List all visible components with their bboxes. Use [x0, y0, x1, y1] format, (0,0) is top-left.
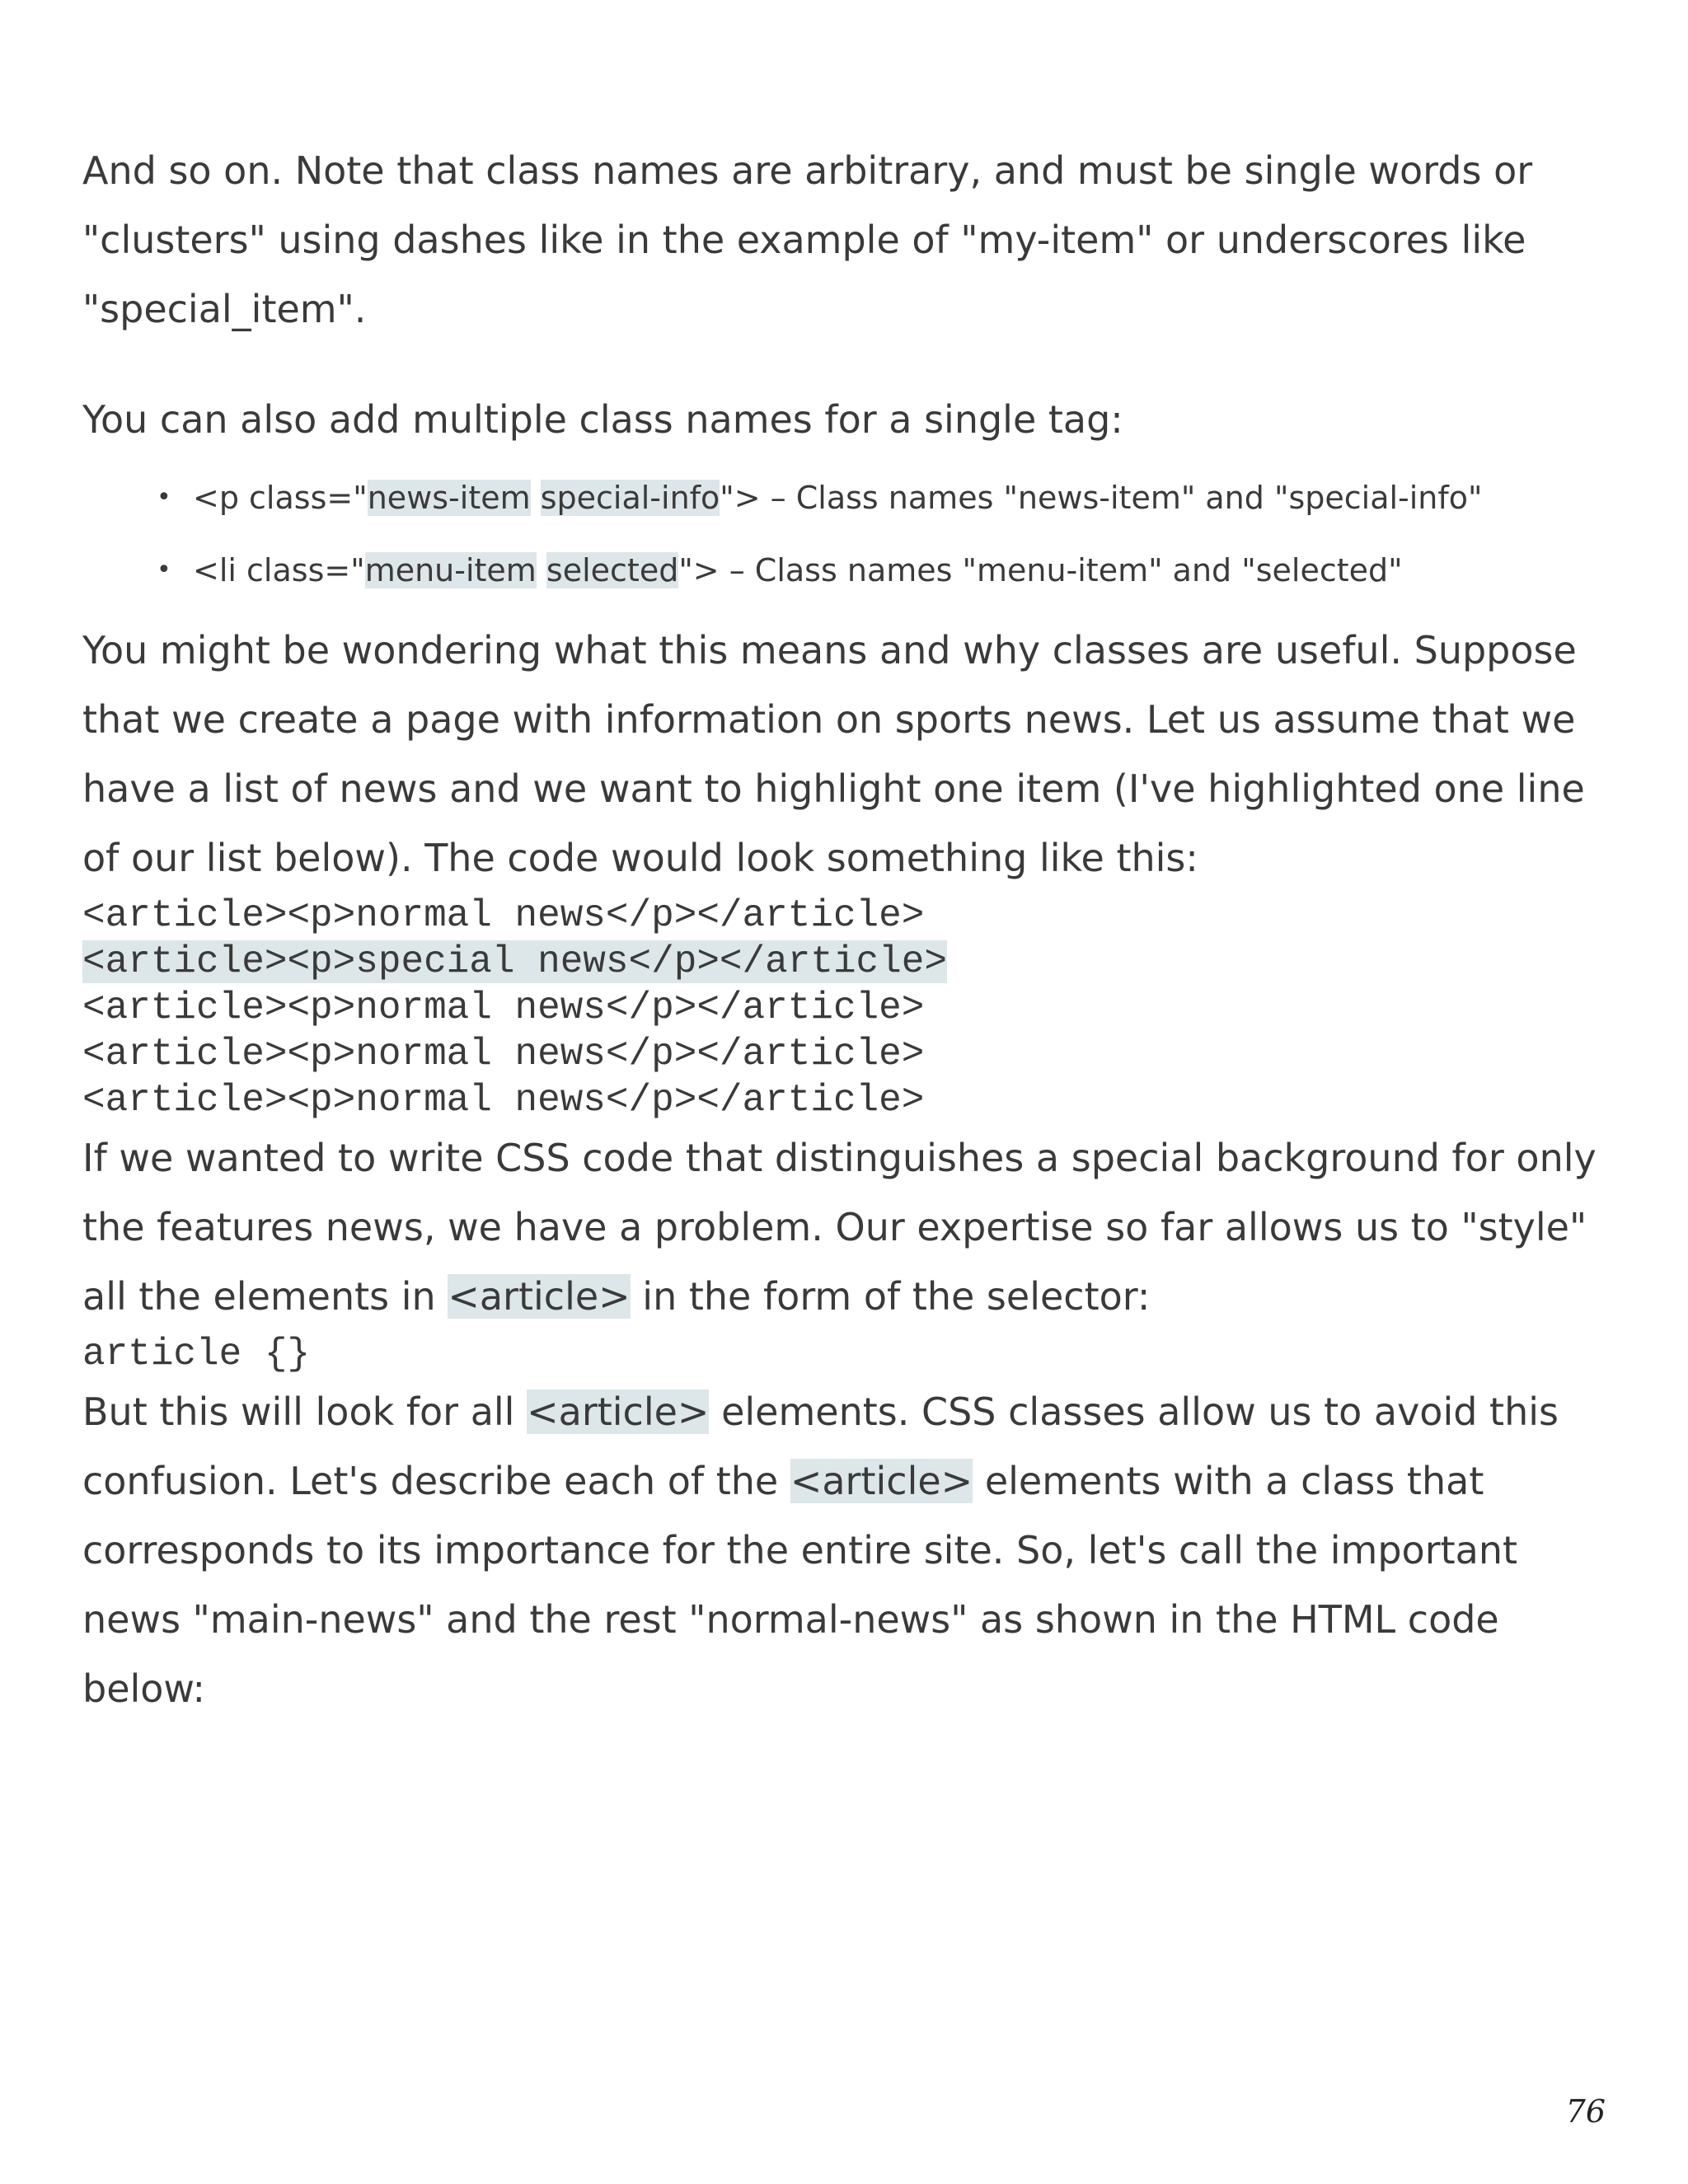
code-line: <article><p>normal news</p></article> [82, 987, 925, 1029]
paragraph-why-classes: You might be wondering what this means and why classes are useful. Suppose that we create a page with information on sports news. Let us assume that we have a list of news and we want to highlight one item (I've highlighted one line of our list below). The code would look something like this: [82, 628, 1585, 880]
code-block-articles [82, 893, 1606, 1123]
paragraph-css-classes-solution: But this will look for all <article> elements. CSS classes allow us to avoid this confusion. Let's describe each of the <article> elements with a class that corresponds to its importance for the entire site. So, let's call the important news "main-news" and the rest "normal-news" as shown in the HTML code below: [82, 1390, 1559, 1711]
highlighted-class-name: news-item [367, 480, 531, 516]
code-selector: article {} [82, 1333, 311, 1376]
code-line: <article><p>normal news</p></article> [82, 1033, 925, 1076]
code-line: <article><p>normal news</p></article> [82, 894, 925, 937]
bullet-list [82, 471, 1606, 598]
inline-code-article: <article> [527, 1390, 710, 1434]
paragraph-multiple-classes: You can also add multiple class names for a single tag: [82, 397, 1123, 442]
list-item: • <p class="news-item special-info"> – Class names "news-item" and "special-info" [157, 471, 1606, 525]
inline-code-article: <article> [790, 1459, 973, 1503]
code-line-highlighted: <article><p>special news</p></article> [82, 940, 947, 983]
bullet-icon: • [157, 483, 171, 512]
paragraph-class-names: And so on. Note that class names are arbitrary, and must be single words or "clusters" using dashes like in the example of "my-item" or underscores like "special_item". [82, 148, 1533, 331]
highlighted-class-name: selected [546, 552, 679, 588]
highlighted-class-name: special-info [540, 480, 720, 516]
inline-code-article: <article> [448, 1274, 631, 1319]
page-number: 76 [1565, 2093, 1606, 2130]
paragraph-css-problem: If we wanted to write CSS code that distinguishes a special background for only the features news, we have a problem. Our expertise so far allows us to "style" all the elements in <article> in the form of the selector: [82, 1136, 1597, 1319]
highlighted-class-name: menu-item [364, 552, 537, 588]
code-line: <article><p>normal news</p></article> [82, 1079, 925, 1122]
list-item: • <li class="menu-item selected"> – Class names "menu-item" and "selected" [157, 543, 1606, 598]
bullet-icon: • [157, 555, 171, 584]
